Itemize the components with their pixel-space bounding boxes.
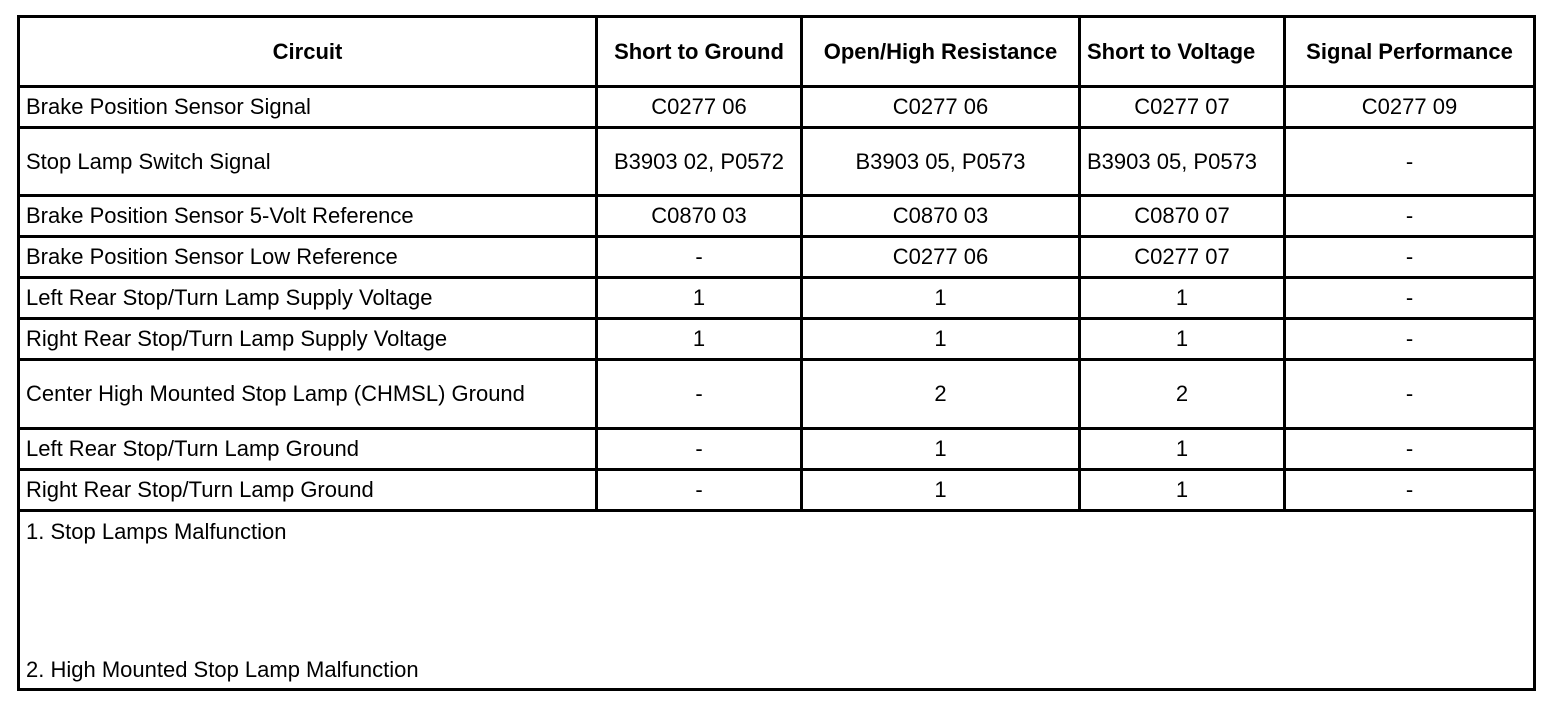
signal-performance-cell: -: [1285, 319, 1535, 360]
table-row: [19, 196, 1535, 237]
signal-performance-cell: -: [1285, 278, 1535, 319]
signal-performance-cell: C0277 09: [1285, 87, 1535, 128]
circuit-cell: Brake Position Sensor 5-Volt Reference: [19, 196, 597, 237]
short-to-ground-cell: 1: [597, 278, 802, 319]
table-row: [19, 470, 1535, 511]
table-row: [19, 429, 1535, 470]
note-stop-lamps: 1. Stop Lamps Malfunction: [26, 519, 287, 544]
open-high-cell: C0277 06: [802, 237, 1080, 278]
circuit-cell: Right Rear Stop/Turn Lamp Supply Voltage: [19, 319, 597, 360]
open-high-cell: 2: [802, 360, 1080, 429]
circuit-cell: Left Rear Stop/Turn Lamp Ground: [19, 429, 597, 470]
note-high-mounted-stop-lamp: 2. High Mounted Stop Lamp Malfunction: [26, 657, 419, 682]
circuit-cell: Center High Mounted Stop Lamp (CHMSL) Ground: [19, 360, 597, 429]
short-to-voltage-cell: 1: [1080, 319, 1285, 360]
header-short-to-voltage: Short to Voltage: [1080, 17, 1285, 87]
table-row: [19, 360, 1535, 429]
short-to-voltage-cell: C0870 07: [1080, 196, 1285, 237]
short-to-ground-cell: C0277 06: [597, 87, 802, 128]
short-to-ground-cell: -: [597, 470, 802, 511]
circuit-cell: Stop Lamp Switch Signal: [19, 128, 597, 196]
short-to-ground-cell: -: [597, 237, 802, 278]
header-signal-performance: Signal Performance: [1285, 17, 1535, 87]
short-to-ground-cell: -: [597, 429, 802, 470]
circuit-diagnostic-table: [17, 15, 1536, 691]
short-to-voltage-cell: C0277 07: [1080, 237, 1285, 278]
notes-row: [19, 511, 1535, 690]
open-high-cell: B3903 05, P0573: [802, 128, 1080, 196]
open-high-cell: C0870 03: [802, 196, 1080, 237]
table-row: [19, 319, 1535, 360]
signal-performance-cell: -: [1285, 360, 1535, 429]
header-circuit: Circuit: [19, 17, 597, 87]
signal-performance-cell: -: [1285, 237, 1535, 278]
header-open-high-resistance: Open/High Resistance: [802, 17, 1080, 87]
signal-performance-cell: -: [1285, 128, 1535, 196]
short-to-voltage-cell: 1: [1080, 429, 1285, 470]
short-to-voltage-cell: 1: [1080, 278, 1285, 319]
open-high-cell: 1: [802, 470, 1080, 511]
short-to-ground-cell: -: [597, 360, 802, 429]
circuit-cell: Brake Position Sensor Low Reference: [19, 237, 597, 278]
table-header-row: [19, 17, 1535, 87]
open-high-cell: 1: [802, 319, 1080, 360]
short-to-voltage-cell: C0277 07: [1080, 87, 1285, 128]
short-to-voltage-cell: 1: [1080, 470, 1285, 511]
short-to-ground-cell: C0870 03: [597, 196, 802, 237]
open-high-cell: 1: [802, 429, 1080, 470]
table-row: [19, 128, 1535, 196]
table-row: [19, 278, 1535, 319]
short-to-voltage-cell: B3903 05, P0573: [1080, 128, 1285, 196]
short-to-ground-cell: 1: [597, 319, 802, 360]
short-to-voltage-cell: 2: [1080, 360, 1285, 429]
short-to-ground-cell: B3903 02, P0572: [597, 128, 802, 196]
notes-cell: [19, 511, 1535, 690]
circuit-cell: Right Rear Stop/Turn Lamp Ground: [19, 470, 597, 511]
circuit-cell: Left Rear Stop/Turn Lamp Supply Voltage: [19, 278, 597, 319]
signal-performance-cell: -: [1285, 429, 1535, 470]
open-high-cell: C0277 06: [802, 87, 1080, 128]
table-row: [19, 237, 1535, 278]
circuit-cell: Brake Position Sensor Signal: [19, 87, 597, 128]
signal-performance-cell: -: [1285, 196, 1535, 237]
table-row: [19, 87, 1535, 128]
open-high-cell: 1: [802, 278, 1080, 319]
signal-performance-cell: -: [1285, 470, 1535, 511]
header-short-to-ground: Short to Ground: [597, 17, 802, 87]
